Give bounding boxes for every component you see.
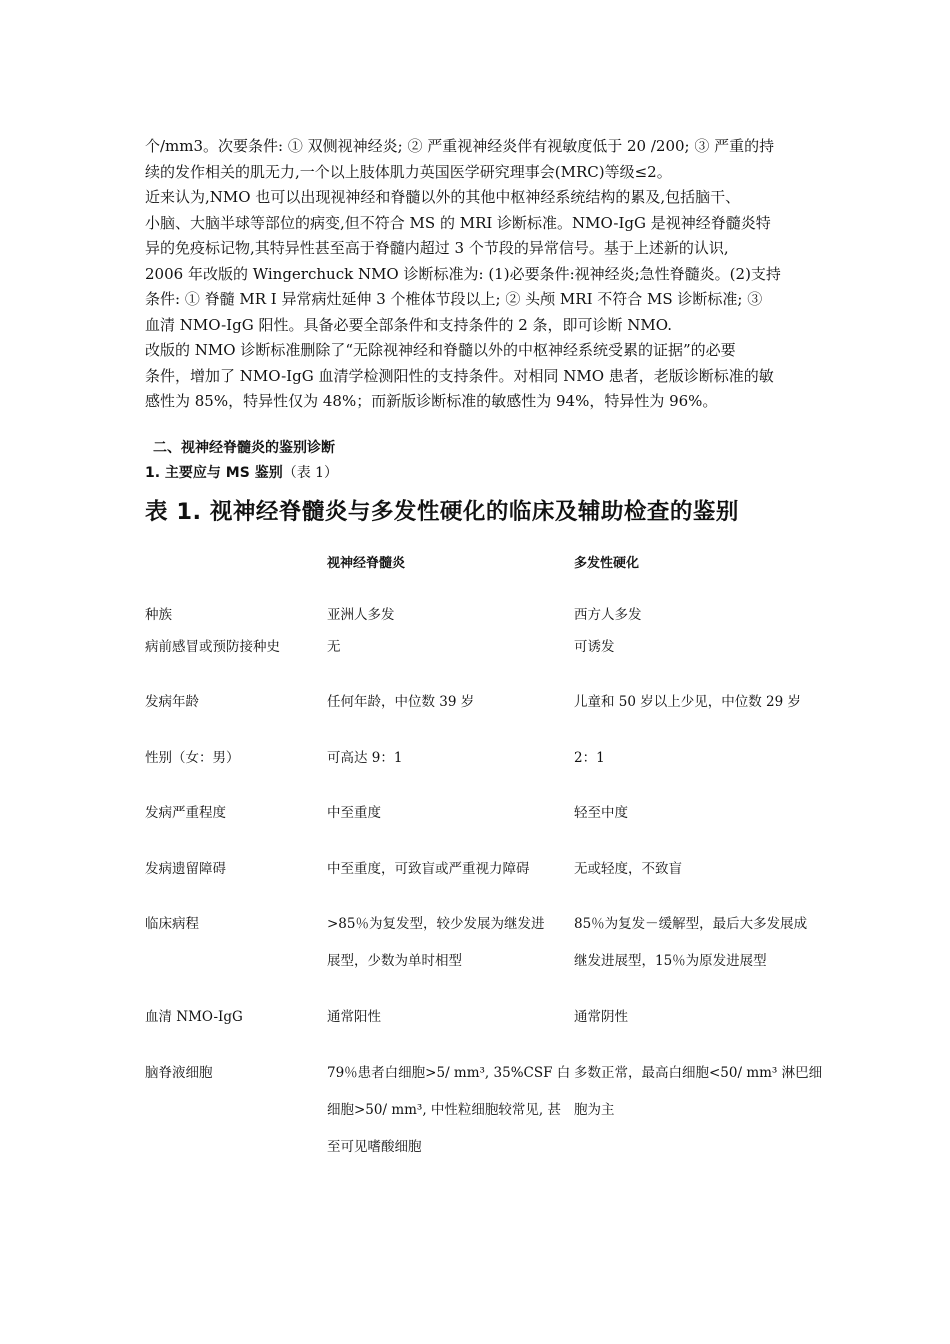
ms-cell: 无或轻度，不致盲 <box>574 861 682 877</box>
nmo-cell: >85％为复发型，较少发展为继发进 <box>327 916 545 932</box>
text-line: 改版的 NMO 诊断标准删除了“无除视神经和脊髓以外的中枢神经系统受累的证据”的必要 <box>145 341 736 359</box>
table-reference: （表 1） <box>282 465 339 481</box>
row-label: 发病年龄 <box>145 694 199 710</box>
ms-cell: 85％为复发－缓解型，最后大多发展成 <box>574 916 808 932</box>
subsection-heading <box>145 462 338 482</box>
text-line: 条件: ① 脊髓 MR I 异常病灶延伸 3 个椎体节段以上; ② 头颅 MRI 不符合 MS 诊断标准; ③ <box>145 290 763 308</box>
row-label: 发病遗留障碍 <box>145 861 226 877</box>
column-header-ms: 多发性硬化 <box>574 556 640 571</box>
row-label: 临床病程 <box>145 916 199 932</box>
nmo-cell: 任何年龄，中位数 39 岁 <box>327 694 475 710</box>
nmo-cell: 亚洲人多发 <box>327 607 395 623</box>
text-line: 小脑、大脑半球等部位的病变,但不符合 MS 的 MRI 诊断标准。NMO-IgG 是视神经脊髓炎特 <box>145 213 771 232</box>
ms-cell: 2：1 <box>574 750 605 766</box>
ms-cell: 多数正常，最高白细胞<50/ mm³ 淋巴细 <box>574 1065 823 1081</box>
text-line: 感性为 85%，特异性仅为 48%；而新版诊断标准的敏感性为 94%，特异性为 96%。 <box>145 392 718 410</box>
row-label: 种族 <box>145 607 172 623</box>
table-title: 表 1. 视神经脊髓炎与多发性硬化的临床及辅助检查的鉴别 <box>145 499 739 525</box>
ms-cell: 通常阴性 <box>574 1009 628 1025</box>
text-line: 异的免疫标记物,其特异性甚至高于脊髓内超过 3 个节段的异常信号。基于上述新的认识, <box>145 239 729 257</box>
nmo-cell: 通常阳性 <box>327 1009 381 1025</box>
nmo-cell: 至可见嗜酸细胞 <box>327 1139 422 1155</box>
text-line: 个/mm3。次要条件: ① 双侧视神经炎; ② 严重视神经炎伴有视敏度低于 20 /200; ③ 严重的持 <box>145 137 775 155</box>
paragraph-revised-criteria <box>145 338 820 415</box>
ms-cell: 儿童和 50 岁以上少见，中位数 29 岁 <box>574 694 802 710</box>
paragraph-diagnostic-criteria-2006 <box>145 185 820 338</box>
row-label: 发病严重程度 <box>145 805 226 821</box>
nmo-cell: 展型，少数为单时相型 <box>327 953 462 969</box>
ms-cell: 西方人多发 <box>574 607 642 623</box>
paragraph-minor-criteria <box>145 134 820 185</box>
nmo-cell: 中至重度，可致盲或严重视力障碍 <box>327 861 530 877</box>
column-header-nmo: 视神经脊髓炎 <box>327 556 406 571</box>
section-heading: 二、视神经脊髓炎的鉴别诊断 <box>153 440 335 456</box>
subsection-label: 1. 主要应与 MS 鉴别 <box>145 465 283 481</box>
nmo-cell: 细胞>50/ mm³, 中性粒细胞较常见, 甚 <box>327 1102 562 1118</box>
nmo-cell: 79％患者白细胞>5/ mm³, 35%CSF 白 <box>327 1065 571 1081</box>
row-label: 病前感冒或预防接种史 <box>145 639 280 655</box>
text-line: 血清 NMO-IgG 阳性。具备必要全部条件和支持条件的 2 条，即可诊断 NMO. <box>145 315 672 334</box>
text-line: 2006 年改版的 Wingerchuck NMO 诊断标准为: (1)必要条件:视神经炎;急性脊髓炎。(2)支持 <box>145 264 781 283</box>
ms-cell: 可诱发 <box>574 639 615 655</box>
text-line: 续的发作相关的肌无力,一个以上肢体肌力英国医学研究理事会(MRC)等级≤2。 <box>145 162 672 181</box>
text-line: 条件，增加了 NMO-IgG 血清学检测阳性的支持条件。对相同 NMO 患者，老版诊断标准的敏 <box>145 366 774 385</box>
nmo-cell: 可高达 9：1 <box>327 750 403 766</box>
ms-cell: 继发进展型，15％为原发进展型 <box>574 953 767 969</box>
nmo-cell: 中至重度 <box>327 805 381 821</box>
nmo-cell: 无 <box>327 639 341 655</box>
ms-cell: 胞为主 <box>574 1102 615 1118</box>
row-label: 血清 NMO-IgG <box>145 1009 243 1025</box>
text-line: 近来认为,NMO 也可以出现视神经和脊髓以外的其他中枢神经系统结构的累及,包括脑干、 <box>145 188 741 206</box>
row-label: 脑脊液细胞 <box>145 1065 213 1081</box>
row-label: 性别（女：男） <box>145 750 240 766</box>
ms-cell: 轻至中度 <box>574 805 628 821</box>
